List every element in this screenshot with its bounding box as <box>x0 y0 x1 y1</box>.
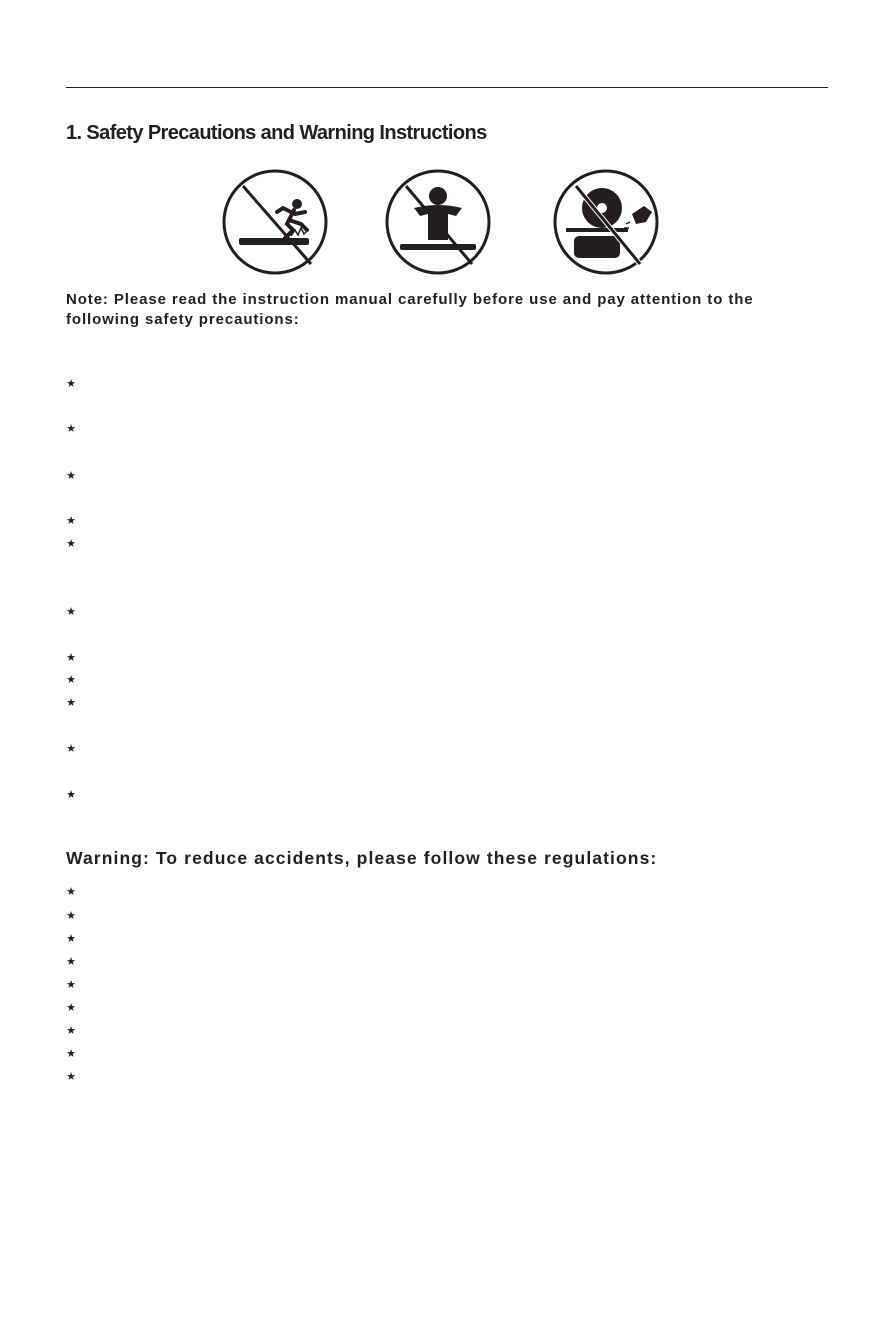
list-item-bullet: ★ <box>66 652 76 664</box>
section-title: 1. Safety Precautions and Warning Instructions <box>66 122 487 144</box>
list-item-bullet: ★ <box>66 1048 76 1060</box>
list-item-bullet: ★ <box>66 979 76 991</box>
list-item-bullet: ★ <box>66 697 76 709</box>
list-item-bullet: ★ <box>66 1071 76 1083</box>
list-item-bullet: ★ <box>66 538 76 550</box>
list-item-bullet: ★ <box>66 674 76 686</box>
list-item-bullet: ★ <box>66 933 76 945</box>
no-folding-mat-icon <box>552 168 660 276</box>
list-item-bullet: ★ <box>66 606 76 618</box>
no-standing-on-mat-icon <box>384 168 492 276</box>
list-item-bullet: ★ <box>66 789 76 801</box>
list-item-bullet: ★ <box>66 1002 76 1014</box>
prohibition-icons <box>0 168 883 278</box>
header-rule <box>66 87 828 88</box>
list-item-bullet: ★ <box>66 378 76 390</box>
list-item-bullet: ★ <box>66 423 76 435</box>
list-item-bullet: ★ <box>66 743 76 755</box>
list-item-bullet: ★ <box>66 1025 76 1037</box>
list-item-bullet: ★ <box>66 910 76 922</box>
list-item-bullet: ★ <box>66 886 76 898</box>
no-running-on-mat-icon <box>221 168 329 276</box>
list-item-bullet: ★ <box>66 515 76 527</box>
note-text: Note: Please read the instruction manual carefully before use and pay attention to the following safety precautions: <box>66 291 754 328</box>
list-item-bullet: ★ <box>66 470 76 482</box>
list-item-bullet: ★ <box>66 956 76 968</box>
warning-heading: Warning: To reduce accidents, please follow these regulations: <box>66 848 658 868</box>
